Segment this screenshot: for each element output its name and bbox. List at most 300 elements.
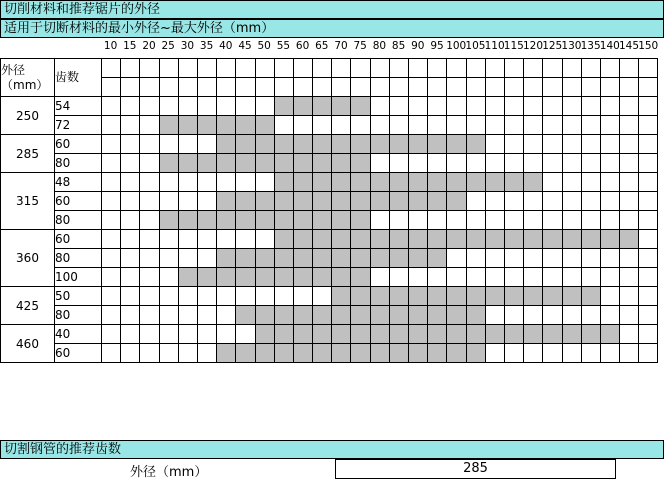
range-bar-cell — [293, 325, 312, 344]
grid-cell — [121, 211, 140, 230]
header-grid-cell — [102, 59, 121, 78]
axis-tick-label: 60 — [295, 40, 310, 52]
range-bar-cell — [236, 306, 255, 325]
range-bar-cell — [370, 344, 389, 363]
range-bar-cell — [274, 268, 293, 287]
axis-tick-label: 100 — [446, 40, 467, 52]
grid-cell — [217, 306, 236, 325]
range-bar-cell — [562, 325, 581, 344]
range-bar-cell — [581, 230, 600, 249]
grid-cell — [236, 173, 255, 192]
grid-cell — [581, 192, 600, 211]
axis-tick-label: 135 — [580, 40, 601, 52]
grid-cell — [562, 192, 581, 211]
range-bar-cell — [600, 230, 619, 249]
range-bar-cell — [581, 325, 600, 344]
grid-cell — [485, 211, 504, 230]
grid-cell — [140, 97, 159, 116]
cell-teeth: 60 — [55, 344, 102, 363]
grid-cell — [121, 135, 140, 154]
axis-tick-label: 95 — [430, 40, 444, 52]
range-bar-cell — [332, 344, 351, 363]
grid-cell — [236, 97, 255, 116]
grid-cell — [620, 268, 639, 287]
range-bar-cell — [351, 230, 370, 249]
range-bar-cell — [351, 173, 370, 192]
grid-cell — [428, 268, 447, 287]
grid-cell — [639, 211, 658, 230]
range-bar-cell — [409, 287, 428, 306]
grid-cell — [504, 116, 523, 135]
cell-teeth: 54 — [55, 97, 102, 116]
range-bar-cell — [313, 135, 332, 154]
range-bar-cell — [293, 154, 312, 173]
header-od-line2: （mm） — [1, 77, 49, 92]
grid-cell — [543, 268, 562, 287]
grid-cell — [639, 97, 658, 116]
grid-cell — [389, 268, 408, 287]
grid-cell — [121, 268, 140, 287]
grid-cell — [159, 325, 178, 344]
axis-tick-label: 40 — [219, 40, 233, 52]
header-cell-teeth: 齿数 — [55, 59, 102, 97]
grid-cell — [102, 116, 121, 135]
grid-cell — [543, 154, 562, 173]
grid-cell — [620, 249, 639, 268]
range-bar-cell — [428, 287, 447, 306]
header-grid-cell — [466, 59, 485, 78]
table-row — [1, 135, 658, 154]
range-bar-cell — [543, 230, 562, 249]
range-bar-cell — [293, 135, 312, 154]
grid-cell — [102, 287, 121, 306]
range-bar-cell — [543, 287, 562, 306]
grid-cell — [197, 306, 216, 325]
grid-cell — [562, 306, 581, 325]
grid-cell — [504, 211, 523, 230]
grid-cell — [428, 97, 447, 116]
header-grid-cell — [428, 59, 447, 78]
footer-value-box: 285 — [335, 459, 616, 479]
range-bar-cell — [313, 173, 332, 192]
header-grid-cell — [466, 78, 485, 97]
grid-cell — [543, 344, 562, 363]
range-bar-cell — [351, 306, 370, 325]
grid-cell — [466, 268, 485, 287]
grid-cell — [639, 192, 658, 211]
grid-cell — [639, 154, 658, 173]
range-bar-cell — [351, 192, 370, 211]
range-bar-cell — [236, 249, 255, 268]
header-grid-cell — [140, 59, 159, 78]
range-bar-cell — [447, 344, 466, 363]
table-row — [1, 211, 658, 230]
grid-cell — [102, 344, 121, 363]
header-grid-cell — [351, 59, 370, 78]
grid-cell — [543, 306, 562, 325]
grid-cell — [524, 306, 543, 325]
grid-cell — [178, 325, 197, 344]
grid-cell — [428, 154, 447, 173]
header-grid-cell — [255, 78, 274, 97]
grid-cell — [178, 344, 197, 363]
grid-cell — [102, 135, 121, 154]
header-grid-cell — [293, 78, 312, 97]
grid-cell — [447, 116, 466, 135]
header-grid-cell — [274, 59, 293, 78]
table-row — [1, 306, 658, 325]
axis-tick-label: 75 — [353, 40, 367, 52]
range-bar-cell — [274, 249, 293, 268]
cell-teeth: 60 — [55, 135, 102, 154]
header-grid-cell — [121, 59, 140, 78]
range-bar-cell — [389, 287, 408, 306]
grid-cell — [140, 268, 159, 287]
grid-cell — [562, 344, 581, 363]
range-bar-cell — [428, 249, 447, 268]
grid-cell — [524, 192, 543, 211]
header-grid-cell — [409, 78, 428, 97]
range-bar-cell — [236, 116, 255, 135]
grid-cell — [255, 97, 274, 116]
range-bar-cell — [197, 116, 216, 135]
table-row — [1, 230, 658, 249]
grid-cell — [581, 97, 600, 116]
range-bar-cell — [351, 249, 370, 268]
axis-tick-label: 65 — [315, 40, 329, 52]
grid-cell — [140, 306, 159, 325]
grid-cell — [140, 211, 159, 230]
range-bar-cell — [351, 154, 370, 173]
range-bar-cell — [447, 135, 466, 154]
range-bar-cell — [217, 268, 236, 287]
range-bar-cell — [236, 135, 255, 154]
grid-cell — [466, 249, 485, 268]
range-bar-cell — [581, 287, 600, 306]
range-bar-cell — [313, 344, 332, 363]
grid-cell — [524, 154, 543, 173]
range-bar-cell — [370, 287, 389, 306]
grid-cell — [524, 97, 543, 116]
grid-cell — [197, 287, 216, 306]
range-bar-cell — [504, 325, 523, 344]
range-bar-cell — [466, 344, 485, 363]
range-bar-cell — [389, 192, 408, 211]
header-grid-cell — [178, 78, 197, 97]
range-bar-cell — [293, 230, 312, 249]
grid-cell — [562, 135, 581, 154]
range-bar-cell — [236, 192, 255, 211]
grid-cell — [293, 287, 312, 306]
grid-cell — [620, 211, 639, 230]
range-bar-cell — [332, 154, 351, 173]
axis-tick-label: 110 — [484, 40, 505, 52]
grid-cell — [409, 211, 428, 230]
grid-cell — [159, 230, 178, 249]
grid-cell — [639, 116, 658, 135]
grid-cell — [581, 249, 600, 268]
range-bar-cell — [351, 325, 370, 344]
range-bar-cell — [332, 287, 351, 306]
range-bar-cell — [274, 211, 293, 230]
range-bar-cell — [466, 230, 485, 249]
axis-tick-label: 85 — [391, 40, 406, 52]
grid-cell — [600, 135, 619, 154]
range-bar-cell — [313, 325, 332, 344]
grid-cell — [217, 230, 236, 249]
range-bar-cell — [274, 97, 293, 116]
grid-cell — [409, 154, 428, 173]
range-bar-cell — [524, 325, 543, 344]
range-bar-cell — [504, 230, 523, 249]
grid-cell — [121, 154, 140, 173]
range-bar-cell — [409, 325, 428, 344]
range-bar-cell — [389, 306, 408, 325]
range-bar-cell — [313, 306, 332, 325]
grid-cell — [121, 306, 140, 325]
grid-cell — [370, 268, 389, 287]
grid-cell — [620, 344, 639, 363]
grid-cell — [178, 173, 197, 192]
range-bar-cell — [293, 97, 312, 116]
range-bar-cell — [351, 135, 370, 154]
range-bar-cell — [255, 211, 274, 230]
grid-cell — [121, 344, 140, 363]
header-grid-cell — [159, 78, 178, 97]
range-bar-cell — [313, 192, 332, 211]
range-bar-cell — [178, 116, 197, 135]
header-grid-cell — [447, 78, 466, 97]
header-grid-cell — [140, 78, 159, 97]
grid-cell — [485, 306, 504, 325]
range-bar-cell — [236, 344, 255, 363]
grid-cell — [140, 325, 159, 344]
grid-cell — [524, 249, 543, 268]
grid-cell — [562, 268, 581, 287]
grid-cell — [255, 173, 274, 192]
grid-cell — [466, 211, 485, 230]
grid-cell — [620, 287, 639, 306]
grid-cell — [485, 268, 504, 287]
grid-cell — [600, 116, 619, 135]
range-bar-cell — [351, 287, 370, 306]
range-bar-cell — [600, 325, 619, 344]
range-bar-cell — [178, 154, 197, 173]
grid-cell — [370, 211, 389, 230]
grid-cell — [485, 249, 504, 268]
grid-cell — [178, 287, 197, 306]
range-bar-cell — [389, 344, 408, 363]
grid-cell — [409, 116, 428, 135]
grid-cell — [639, 173, 658, 192]
grid-cell — [102, 230, 121, 249]
range-bar-cell — [428, 135, 447, 154]
grid-cell — [504, 192, 523, 211]
grid-cell — [600, 268, 619, 287]
range-bar-cell — [447, 173, 466, 192]
range-bar-cell — [293, 268, 312, 287]
range-bar-cell — [466, 135, 485, 154]
range-bar-cell — [255, 344, 274, 363]
grid-cell — [428, 211, 447, 230]
grid-cell — [485, 154, 504, 173]
grid-cell — [543, 211, 562, 230]
cell-teeth: 60 — [55, 230, 102, 249]
grid-cell — [274, 116, 293, 135]
grid-cell — [140, 116, 159, 135]
header-grid-cell — [447, 59, 466, 78]
grid-cell — [197, 135, 216, 154]
range-bar-cell — [351, 344, 370, 363]
range-bar-cell — [178, 268, 197, 287]
grid-cell — [562, 154, 581, 173]
header-grid-cell — [600, 78, 619, 97]
axis-tick-label: 15 — [123, 40, 137, 52]
header-grid-cell — [524, 59, 543, 78]
grid-cell — [293, 116, 312, 135]
grid-cell — [447, 249, 466, 268]
range-bar-cell — [293, 211, 312, 230]
cell-outer-diameter: 250 — [1, 97, 55, 135]
grid-cell — [524, 268, 543, 287]
range-bar-cell — [332, 249, 351, 268]
header-grid-cell — [639, 78, 658, 97]
axis-tick-label: 125 — [542, 40, 563, 52]
cell-teeth: 80 — [55, 306, 102, 325]
grid-cell — [504, 154, 523, 173]
table-row — [1, 192, 658, 211]
range-bar-cell — [255, 135, 274, 154]
grid-cell — [102, 154, 121, 173]
header-grid-cell — [428, 78, 447, 97]
header-grid-cell — [600, 59, 619, 78]
range-bar-cell — [293, 249, 312, 268]
table-row — [1, 344, 658, 363]
header-grid-cell — [524, 78, 543, 97]
range-bar-cell — [409, 306, 428, 325]
range-bar-cell — [274, 344, 293, 363]
range-bar-cell — [236, 154, 255, 173]
grid-cell — [121, 249, 140, 268]
grid-cell — [102, 173, 121, 192]
header-grid-cell — [639, 59, 658, 78]
axis-tick-label: 30 — [180, 40, 195, 52]
grid-cell — [313, 287, 332, 306]
header-grid-cell — [485, 78, 504, 97]
header-grid-cell — [389, 59, 408, 78]
range-bar-cell — [562, 230, 581, 249]
grid-cell — [543, 116, 562, 135]
range-bar-cell — [409, 230, 428, 249]
grid-cell — [524, 135, 543, 154]
grid-cell — [620, 154, 639, 173]
footer-row — [0, 459, 664, 481]
grid-cell — [466, 154, 485, 173]
range-bar-cell — [428, 344, 447, 363]
range-bar-cell — [466, 306, 485, 325]
grid-cell — [313, 116, 332, 135]
range-bar-cell — [370, 192, 389, 211]
grid-cell — [140, 249, 159, 268]
grid-cell — [581, 154, 600, 173]
grid-cell — [581, 306, 600, 325]
grid-cell — [409, 268, 428, 287]
header-od-line1: 外径 — [1, 62, 26, 77]
range-bar-cell — [466, 173, 485, 192]
range-bar-cell — [274, 135, 293, 154]
range-bar-cell — [217, 135, 236, 154]
grid-cell — [581, 116, 600, 135]
range-bar-cell — [293, 306, 312, 325]
range-bar-cell — [236, 211, 255, 230]
range-bar-cell — [504, 173, 523, 192]
header-grid-cell — [293, 59, 312, 78]
range-bar-cell — [332, 173, 351, 192]
grid-cell — [102, 249, 121, 268]
grid-cell — [620, 173, 639, 192]
axis-tick-label: 150 — [638, 40, 659, 52]
grid-cell — [102, 268, 121, 287]
grid-cell — [543, 135, 562, 154]
header-grid-cell — [409, 59, 428, 78]
grid-cell — [543, 192, 562, 211]
header-grid-cell — [178, 59, 197, 78]
range-bar-cell — [332, 230, 351, 249]
axis-tick-label: 80 — [372, 40, 387, 52]
grid-cell — [197, 325, 216, 344]
header-grid-cell — [351, 78, 370, 97]
range-bar-cell — [428, 192, 447, 211]
grid-cell — [600, 173, 619, 192]
range-bar-cell — [313, 230, 332, 249]
range-bar-cell — [236, 268, 255, 287]
grid-cell — [389, 97, 408, 116]
cell-teeth: 80 — [55, 249, 102, 268]
grid-cell — [504, 344, 523, 363]
footer-label: 外径（mm） — [130, 465, 208, 480]
grid-cell — [504, 135, 523, 154]
range-bar-cell — [370, 249, 389, 268]
range-bar-cell — [524, 230, 543, 249]
grid-cell — [217, 173, 236, 192]
grid-cell — [600, 287, 619, 306]
grid-cell — [620, 97, 639, 116]
range-bar-cell — [485, 325, 504, 344]
grid-cell — [447, 97, 466, 116]
axis-tick-label: 115 — [503, 40, 524, 52]
table-header-row — [1, 59, 658, 78]
range-bar-cell — [389, 249, 408, 268]
cell-outer-diameter: 360 — [1, 230, 55, 287]
grid-cell — [121, 230, 140, 249]
grid-cell — [159, 287, 178, 306]
range-bar-cell — [504, 287, 523, 306]
header-grid-cell — [504, 78, 523, 97]
axis-tick-label: 55 — [276, 40, 291, 52]
header-grid-cell — [332, 78, 351, 97]
range-bar-cell — [255, 116, 274, 135]
range-bar-cell — [332, 211, 351, 230]
table-row — [1, 268, 658, 287]
range-bar-cell — [313, 268, 332, 287]
grid-cell — [121, 325, 140, 344]
header-grid-cell — [121, 78, 140, 97]
grid-cell — [620, 306, 639, 325]
grid-cell — [581, 268, 600, 287]
table-row — [1, 116, 658, 135]
grid-cell — [121, 287, 140, 306]
range-bar-cell — [428, 325, 447, 344]
